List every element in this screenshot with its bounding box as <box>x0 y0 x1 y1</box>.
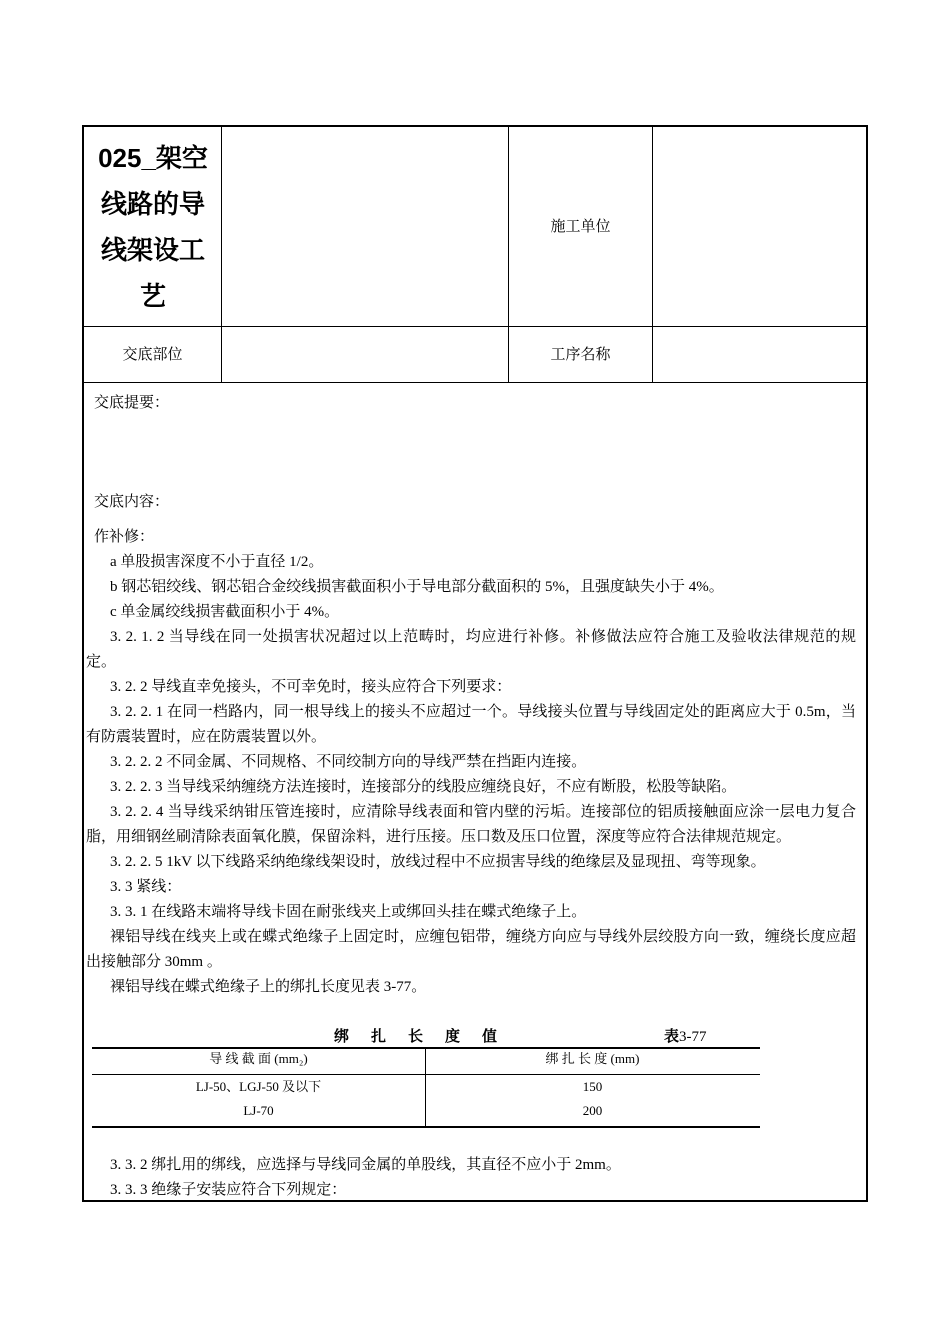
body-paragraph: 3. 2. 1. 2 当导线在同一处损害状况超过以上范畴时，均应进行补修。补修做法应符合施工及验收法律规范的规定。 <box>86 629 856 670</box>
table-bottom-rule <box>92 1126 760 1128</box>
table-top-rule <box>92 1047 760 1049</box>
table-number-prefix: 表 <box>664 1029 680 1045</box>
table-cell: 200 <box>582 1103 603 1118</box>
content-label: 交底内容： <box>94 494 170 510</box>
content-body <box>84 525 866 1000</box>
table-header-cell: 导 线 截 面 (mm₂) <box>209 1051 308 1066</box>
table-cell: 150 <box>582 1079 603 1094</box>
body-paragraph: c 单金属绞线损害截面积小于 4%。 <box>110 604 340 620</box>
document-title: 025_架空线路的导线架设工艺 <box>98 143 208 311</box>
construction-unit-label: 施工单位 <box>550 219 611 235</box>
body-paragraph: 裸铝导线在线夹上或在蝶式绝缘子上固定时，应缠包铝带，缠绕方向应与导线外层绞股方向一致，缠绕长度应超出接触部分 30mm 。 <box>86 929 856 970</box>
body-paragraph: 3. 2. 2. 2 不同金属、不同规格、不同绞制方向的导线严禁在挡距内连接。 <box>110 754 587 770</box>
summary-label: 交底提要： <box>94 395 170 411</box>
body-paragraph: a 单股损害深度不小于直径 1/2。 <box>110 554 324 570</box>
body-paragraph: 3. 2. 2. 5 1kV 以下线路采纳绝缘线架设时，放线过程中不应损害导线的绝缘层及显现扭、弯等现象。 <box>110 854 766 870</box>
table-header-rule <box>92 1074 760 1075</box>
body-paragraph: 3. 3. 3 绝缘子安装应符合下列规定： <box>110 1182 347 1198</box>
table-title: 绑扎长度值 <box>334 1029 520 1045</box>
body-paragraph: 3. 3 紧线： <box>110 879 182 895</box>
row-divider-2 <box>84 382 866 383</box>
col-divider-3 <box>652 127 653 383</box>
body-paragraph: 3. 3. 1 在线路末端将导线卡固在耐张线夹上或绑回头挂在蝶式绝缘子上。 <box>110 904 587 920</box>
table-column-rule <box>425 1047 426 1127</box>
body-paragraph: 3. 3. 2 绑扎用的绑线，应选择与导线同金属的单股线，其直径不应小于 2mm。 <box>110 1157 621 1173</box>
table-header-cell: 绑 扎 长 度 (mm) <box>545 1051 640 1066</box>
table-number <box>664 1025 707 1046</box>
handover-form <box>82 125 868 1202</box>
table-cell: LJ-70 <box>243 1103 274 1118</box>
body-paragraph: 3. 2. 2 导线直幸免接头，不可幸免时，接头应符合下列要求： <box>110 679 512 695</box>
body-paragraph: 作补修： <box>94 529 155 545</box>
table-cell: LJ-50、LGJ-50 及以下 <box>195 1079 322 1094</box>
handover-part-label: 交底部位 <box>122 347 183 363</box>
content-body-continued <box>84 1153 866 1203</box>
table-number-value: 3-77 <box>679 1029 707 1045</box>
body-paragraph: b 钢芯铝绞线、钢芯铝合金绞线损害截面积小于导电部分截面积的 5%，且强度缺失小于 4%。 <box>110 579 724 595</box>
body-paragraph: 3. 2. 2. 4 当导线采纳钳压管连接时，应清除导线表面和管内壁的污垢。连接部位的铝质接触面应涂一层电力复合脂，用细钢丝刷清除表面氧化膜，保留涂料，进行压接。压口数及压口位置，深度等应符合法律规范规定。 <box>86 804 856 845</box>
body-paragraph: 3. 2. 2. 1 在同一档路内，同一根导线上的接头不应超过一个。导线接头位置与导线固定处的距离应大于 0.5m，当有防震装置时，应在防震装置以外。 <box>86 704 856 745</box>
process-name-label: 工序名称 <box>550 347 611 363</box>
body-paragraph: 3. 2. 2. 3 当导线采纳缠绕方法连接时，连接部分的线股应缠绕良好，不应有断股，松股等缺陷。 <box>110 779 737 795</box>
body-paragraph: 裸铝导线在蝶式绝缘子上的绑扎长度见表 3-77。 <box>110 979 427 995</box>
